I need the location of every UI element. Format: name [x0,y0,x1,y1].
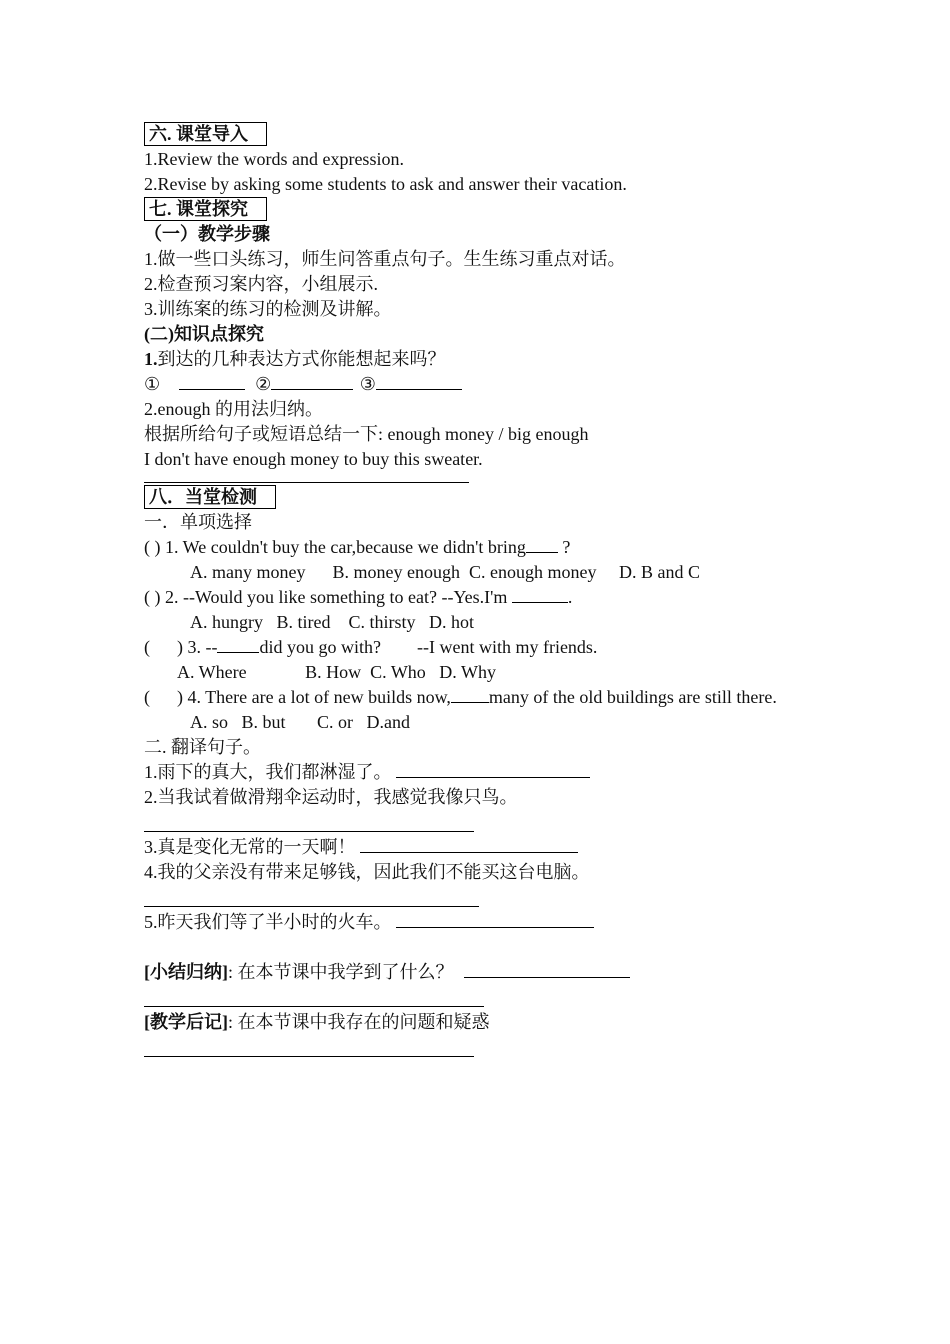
translate-5-blank[interactable] [396,911,594,928]
question-1-end: ? [562,537,571,557]
spacer [144,935,824,960]
question-3-text-a: ( ) 3. -- [144,637,218,657]
section-8-heading: 八．当堂检测 [144,485,276,509]
translate-4: 4.我的父亲没有带来足够钱，因此我们不能买这台电脑。 [144,862,590,882]
translate-1-text: 1.雨下的真大，我们都淋湿了。 [144,762,392,782]
translate-5-text: 5.昨天我们等了半小时的火车。 [144,912,392,932]
worksheet-page [144,122,824,1057]
knowledge-1-number: 1. [144,349,158,369]
postscript-blank-line[interactable] [144,1035,474,1057]
question-1-text: ( ) 1. We couldn't buy the car,because we didn't bring [144,537,526,557]
teaching-steps-heading: （一）教学步骤 [144,224,270,244]
translate-5 [144,910,824,935]
summary-blank-line[interactable] [144,985,484,1007]
summary-text: : 在本节课中我学到了什么？ [228,962,454,982]
section-6-heading: 六. 课堂导入 [144,122,267,146]
translate-3-blank[interactable] [360,836,578,853]
question-2-end: . [567,587,573,607]
step-3: 3.训练案的练习的检测及讲解。 [144,299,392,319]
question-4-text-b: many of the old buildings are still there. [488,687,777,707]
translate-3-text: 3.真是变化无常的一天啊！ [144,837,356,857]
question-4-blank[interactable] [451,686,489,703]
question-4-options: A. so B. but C. or D.and [190,712,410,732]
answer-line-enough[interactable] [144,472,469,483]
answer-blank-2[interactable] [271,373,353,390]
sec6-line-1: 1.Review the words and expression. [144,149,404,169]
answer-blank-1[interactable] [179,373,245,390]
circle-1: ① [144,374,161,394]
section-6-heading-line [144,122,824,147]
section-8-heading-line [144,485,824,510]
question-3-blank[interactable] [217,636,259,653]
question-4 [144,685,784,710]
translate-3 [144,835,824,860]
translate-1 [144,760,824,785]
section-7-heading: 七. 课堂探究 [144,197,267,221]
postscript-label: [教学后记] [144,1012,228,1032]
question-2 [144,585,824,610]
circle-3: ③ [359,374,376,394]
translate-1-blank[interactable] [396,761,590,778]
answer-blank-3[interactable] [376,373,462,390]
question-1-options: A. many money B. money enough C. enough money D. B and C [190,562,700,582]
summary-label: [小结归纳] [144,962,228,982]
question-1-blank[interactable] [526,536,558,553]
knowledge-1-text: 到达的几种表达方式你能想起来吗？ [157,349,446,369]
question-3 [144,635,824,660]
sec6-line-2: 2.Revise by asking some students to ask and answer their vacation. [144,174,627,194]
postscript-line [144,1010,824,1035]
circle-2: ② [255,374,272,394]
question-4-text-a: ( ) 4. There are a lot of new builds now, [144,687,451,707]
translate-2-blank[interactable] [144,810,474,832]
knowledge-4: I don't have enough money to buy this sweater. [144,449,483,469]
question-1 [144,535,824,560]
knowledge-2: 2.enough 的用法归纳。 [144,399,323,419]
section-7-heading-line [144,197,824,222]
knowledge-1 [144,347,824,372]
translate-2: 2.当我试着做滑翔伞运动时，我感觉我像只鸟。 [144,787,518,807]
knowledge-3: 根据所给句子或短语总结一下: enough money / big enough [144,424,589,444]
question-2-blank[interactable] [512,586,568,603]
translate-4-blank[interactable] [144,885,479,907]
step-1: 1.做一些口头练习，师生问答重点句子。生生练习重点对话。 [144,249,626,269]
part-2-heading: 二. 翻译句子。 [144,737,261,757]
summary-line [144,960,824,985]
postscript-text: : 在本节课中我存在的问题和疑惑 [228,1012,490,1032]
circled-blanks [144,372,824,397]
knowledge-heading: (二)知识点探究 [144,324,264,344]
summary-blank[interactable] [464,961,630,978]
question-2-options: A. hungry B. tired C. thirsty D. hot [190,612,474,632]
part-1-heading: 一．单项选择 [144,512,252,532]
question-2-text: ( ) 2. --Would you like something to eat? --Yes.I'm [144,587,508,607]
question-3-options: A. Where B. How C. Who D. Why [177,662,496,682]
step-2: 2.检查预习案内容，小组展示. [144,274,378,294]
question-3-text-b: did you go with? --I went with my friends. [259,637,598,657]
